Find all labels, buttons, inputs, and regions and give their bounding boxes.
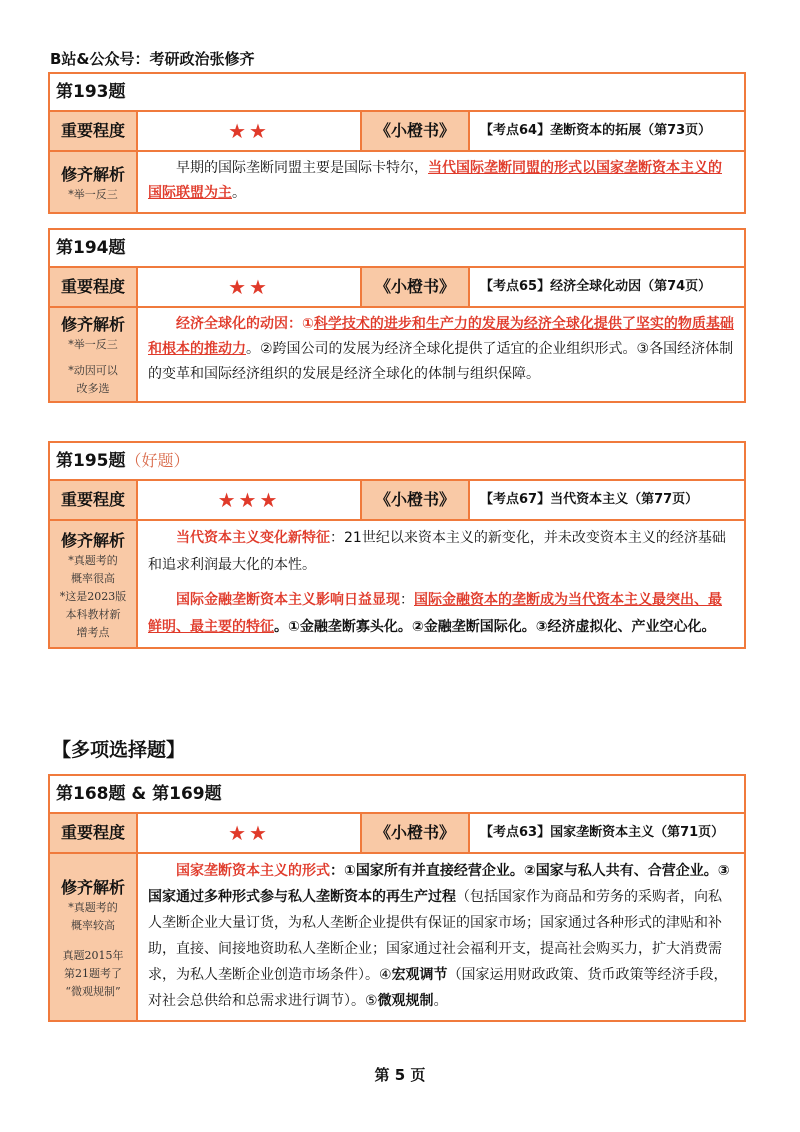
- book-label: 《小橙书》: [362, 481, 470, 519]
- book-label: 《小橙书》: [362, 814, 470, 852]
- key-point: 国际金融资本的垄断成为当代资本主义最突出、最鲜明、最主要的特征: [148, 592, 722, 635]
- analysis-note: *这是2023版: [59, 589, 127, 603]
- title-note: （好题）: [125, 451, 190, 470]
- question-card-168-169: [48, 774, 746, 1022]
- kaodian-ref: 【考点65】经济全球化动因（第74页）: [480, 279, 712, 294]
- text-span: 。②跨国公司的发展为经济全球化提供了适宜的企业组织形式。③各国经济体制的变革和国际经济组织的发展是经济全球化的体制与组织保障。: [148, 341, 734, 382]
- analysis-note: *举一反三: [68, 187, 118, 201]
- analysis-note: 增考点: [76, 625, 110, 639]
- analysis-row: [50, 521, 744, 647]
- analysis-row: [50, 308, 744, 401]
- analysis-paragraph: [148, 587, 734, 641]
- analysis-paragraph: [148, 312, 734, 387]
- analysis-label: 修齐解析: [60, 877, 125, 897]
- text-span: （包括国家作为商品和劳务的采购者，向私人垄断企业大量订货，为私人垄断企业提供有保证的国家市场；国家通过各种形式的津贴和补助，直接、间接地资助私人垄断企业；国家通过社会福利开支，提高社会购买力，扩大消费需求，为私人垄断企业创造市场条件）。④: [148, 889, 722, 983]
- analysis-body: [138, 308, 744, 401]
- analysis-note: *举一反三: [68, 338, 118, 351]
- analysis-paragraph: [148, 858, 734, 1014]
- text-span: 宏观调节: [391, 967, 448, 983]
- importance-row: [50, 112, 744, 152]
- analysis-note: 本科教材新: [65, 607, 121, 621]
- analysis-label-cell: [50, 152, 138, 212]
- key-point: 当代国际垄断同盟的形式以国家垄断资本主义的国际联盟为主: [148, 160, 722, 201]
- key-heading: 国际金融垄断资本主义影响日益显现: [176, 592, 400, 608]
- key-heading: 国家垄断资本主义的形式: [176, 863, 330, 879]
- text-span: 微观规制: [377, 993, 434, 1009]
- star-rating: ★★★: [138, 481, 362, 519]
- analysis-note: *真题考的: [68, 553, 118, 567]
- text-span: 。①金融垄断寡头化。②金融垄断国际化。③经济虚拟化、产业空心化。: [274, 619, 716, 635]
- text-span: 。: [433, 993, 448, 1009]
- star-rating: ★★: [138, 268, 362, 306]
- question-title: [50, 443, 744, 481]
- analysis-note: 概率较高: [71, 918, 115, 932]
- analysis-body: [138, 521, 744, 647]
- importance-label: 重要程度: [50, 814, 138, 852]
- star-rating: ★★: [138, 814, 362, 852]
- page-header: B站&公众号：考研政治张修齐: [50, 50, 255, 68]
- analysis-note: 改多选: [76, 382, 110, 395]
- question-card-193: [48, 72, 746, 214]
- text-span: 。: [232, 185, 246, 201]
- kaodian-ref: 【考点64】垄断资本的拓展（第73页）: [480, 123, 712, 138]
- key-heading: 经济全球化的动因：①: [176, 316, 314, 332]
- analysis-note: *真题考的: [68, 900, 118, 914]
- analysis-note: 第21题考了: [64, 966, 122, 980]
- importance-row: [50, 814, 744, 854]
- analysis-note: “微观规制”: [65, 984, 121, 998]
- analysis-paragraph: [148, 525, 734, 579]
- analysis-label-cell: [50, 854, 138, 1020]
- importance-label: 重要程度: [50, 112, 138, 150]
- analysis-note: 真题2015年: [62, 948, 124, 962]
- question-card-195: [48, 441, 746, 649]
- importance-row: [50, 268, 744, 308]
- analysis-label: 修齐解析: [60, 164, 125, 184]
- question-title: 第193题: [50, 74, 744, 112]
- analysis-label: 修齐解析: [60, 530, 125, 550]
- star-rating: ★★: [138, 112, 362, 150]
- analysis-paragraph: [148, 156, 734, 206]
- kaodian-ref: 【考点63】国家垄断资本主义（第71页）: [480, 825, 725, 840]
- analysis-row: [50, 854, 744, 1020]
- kaodian-ref: 【考点67】当代资本主义（第77页）: [480, 492, 699, 507]
- text-span: ：21世纪以来资本主义的新变化，并未改变资本主义的经济基础和追求利润最大化的本性。: [148, 530, 726, 573]
- text-span: ：: [400, 592, 414, 608]
- question-title: 第168题 & 第169题: [50, 776, 744, 814]
- text-span: 早期的国际垄断同盟主要是国际卡特尔，: [176, 160, 428, 176]
- analysis-body: [138, 854, 744, 1020]
- text-span: （国家运用财政政策、货币政策等经济手段，对社会总供给和总需求进行调节）。⑤: [148, 967, 728, 1009]
- book-label: 《小橙书》: [362, 268, 470, 306]
- question-number: 第195题: [56, 451, 126, 471]
- importance-label: 重要程度: [50, 268, 138, 306]
- question-card-194: [48, 228, 746, 403]
- analysis-label-cell: [50, 521, 138, 647]
- analysis-row: [50, 152, 744, 212]
- importance-label: 重要程度: [50, 481, 138, 519]
- page-number: 第 5 页: [374, 1066, 426, 1084]
- importance-row: [50, 481, 744, 521]
- analysis-note: 概率很高: [71, 571, 115, 585]
- analysis-note: *动因可以: [68, 364, 118, 377]
- key-heading: 当代资本主义变化新特征: [176, 530, 330, 546]
- analysis-body: [138, 152, 744, 212]
- analysis-label-cell: [50, 308, 138, 401]
- key-point: 科学技术的进步和生产力的发展为经济全球化提供了坚实的物质基础和根本的推动力: [148, 316, 734, 357]
- book-label: 《小橙书》: [362, 112, 470, 150]
- text-span: ：①国家所有并直接经营企业。②国家与私人共有、合营企业。③国家通过多种形式参与私人垄断资本的再生产过程: [148, 863, 730, 905]
- section-title: 【多项选择题】: [52, 739, 186, 761]
- question-title: 第194题: [50, 230, 744, 268]
- analysis-label: 修齐解析: [60, 315, 125, 334]
